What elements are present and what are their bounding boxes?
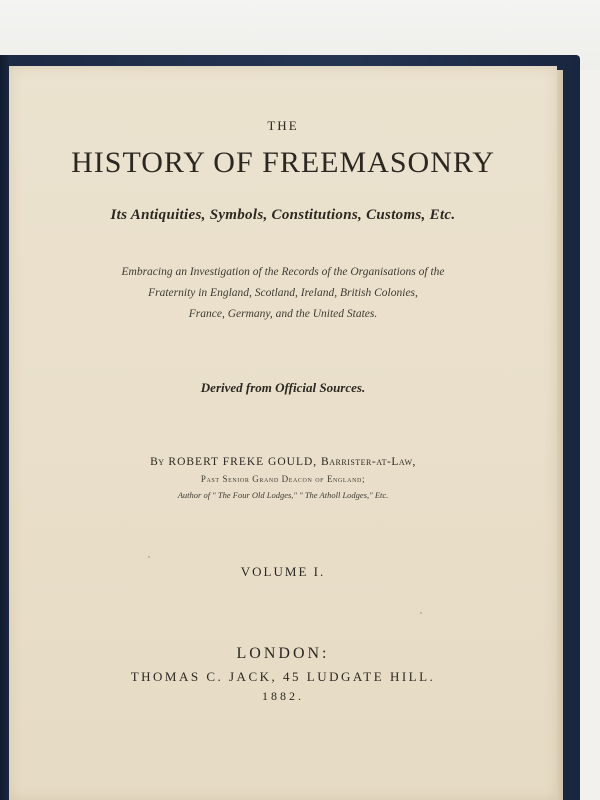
imprint-publisher: THOMAS C. JACK, 45 LUDGATE HILL. [130, 669, 436, 684]
paper-speck [148, 556, 150, 558]
author-prefix: By [150, 456, 165, 468]
derived-note: Derived from Official Sources. [200, 380, 366, 395]
description-line-1: Embracing an Investigation of the Records of the Organisations of the [121, 266, 445, 278]
description-line-2: Fraternity in England, Scotland, Ireland, British Colonies, [148, 287, 418, 299]
paper-speck [420, 612, 422, 614]
description-line-3: France, Germany, and the United States. [188, 308, 378, 320]
book-subtitle: Its Antiquities, Symbols, Constitutions, Customs, Etc. [110, 207, 456, 223]
imprint-year: 1882. [262, 689, 304, 703]
author-name: ROBERT FREKE GOULD, [168, 456, 318, 468]
title-article: THE [267, 118, 299, 133]
author-line [9, 456, 557, 468]
imprint-city: LONDON: [236, 645, 330, 662]
author-title: Barrister-at-Law, [321, 456, 416, 468]
book-title: HISTORY OF FREEMASONRY [71, 146, 495, 179]
author-post: Past Senior Grand Deacon of England; [200, 474, 366, 484]
author-works: Author of " The Four Old Lodges," " The Atholl Lodges," Etc. [177, 490, 389, 500]
volume-label: VOLUME I. [240, 564, 326, 579]
page-block-edge [557, 70, 563, 800]
